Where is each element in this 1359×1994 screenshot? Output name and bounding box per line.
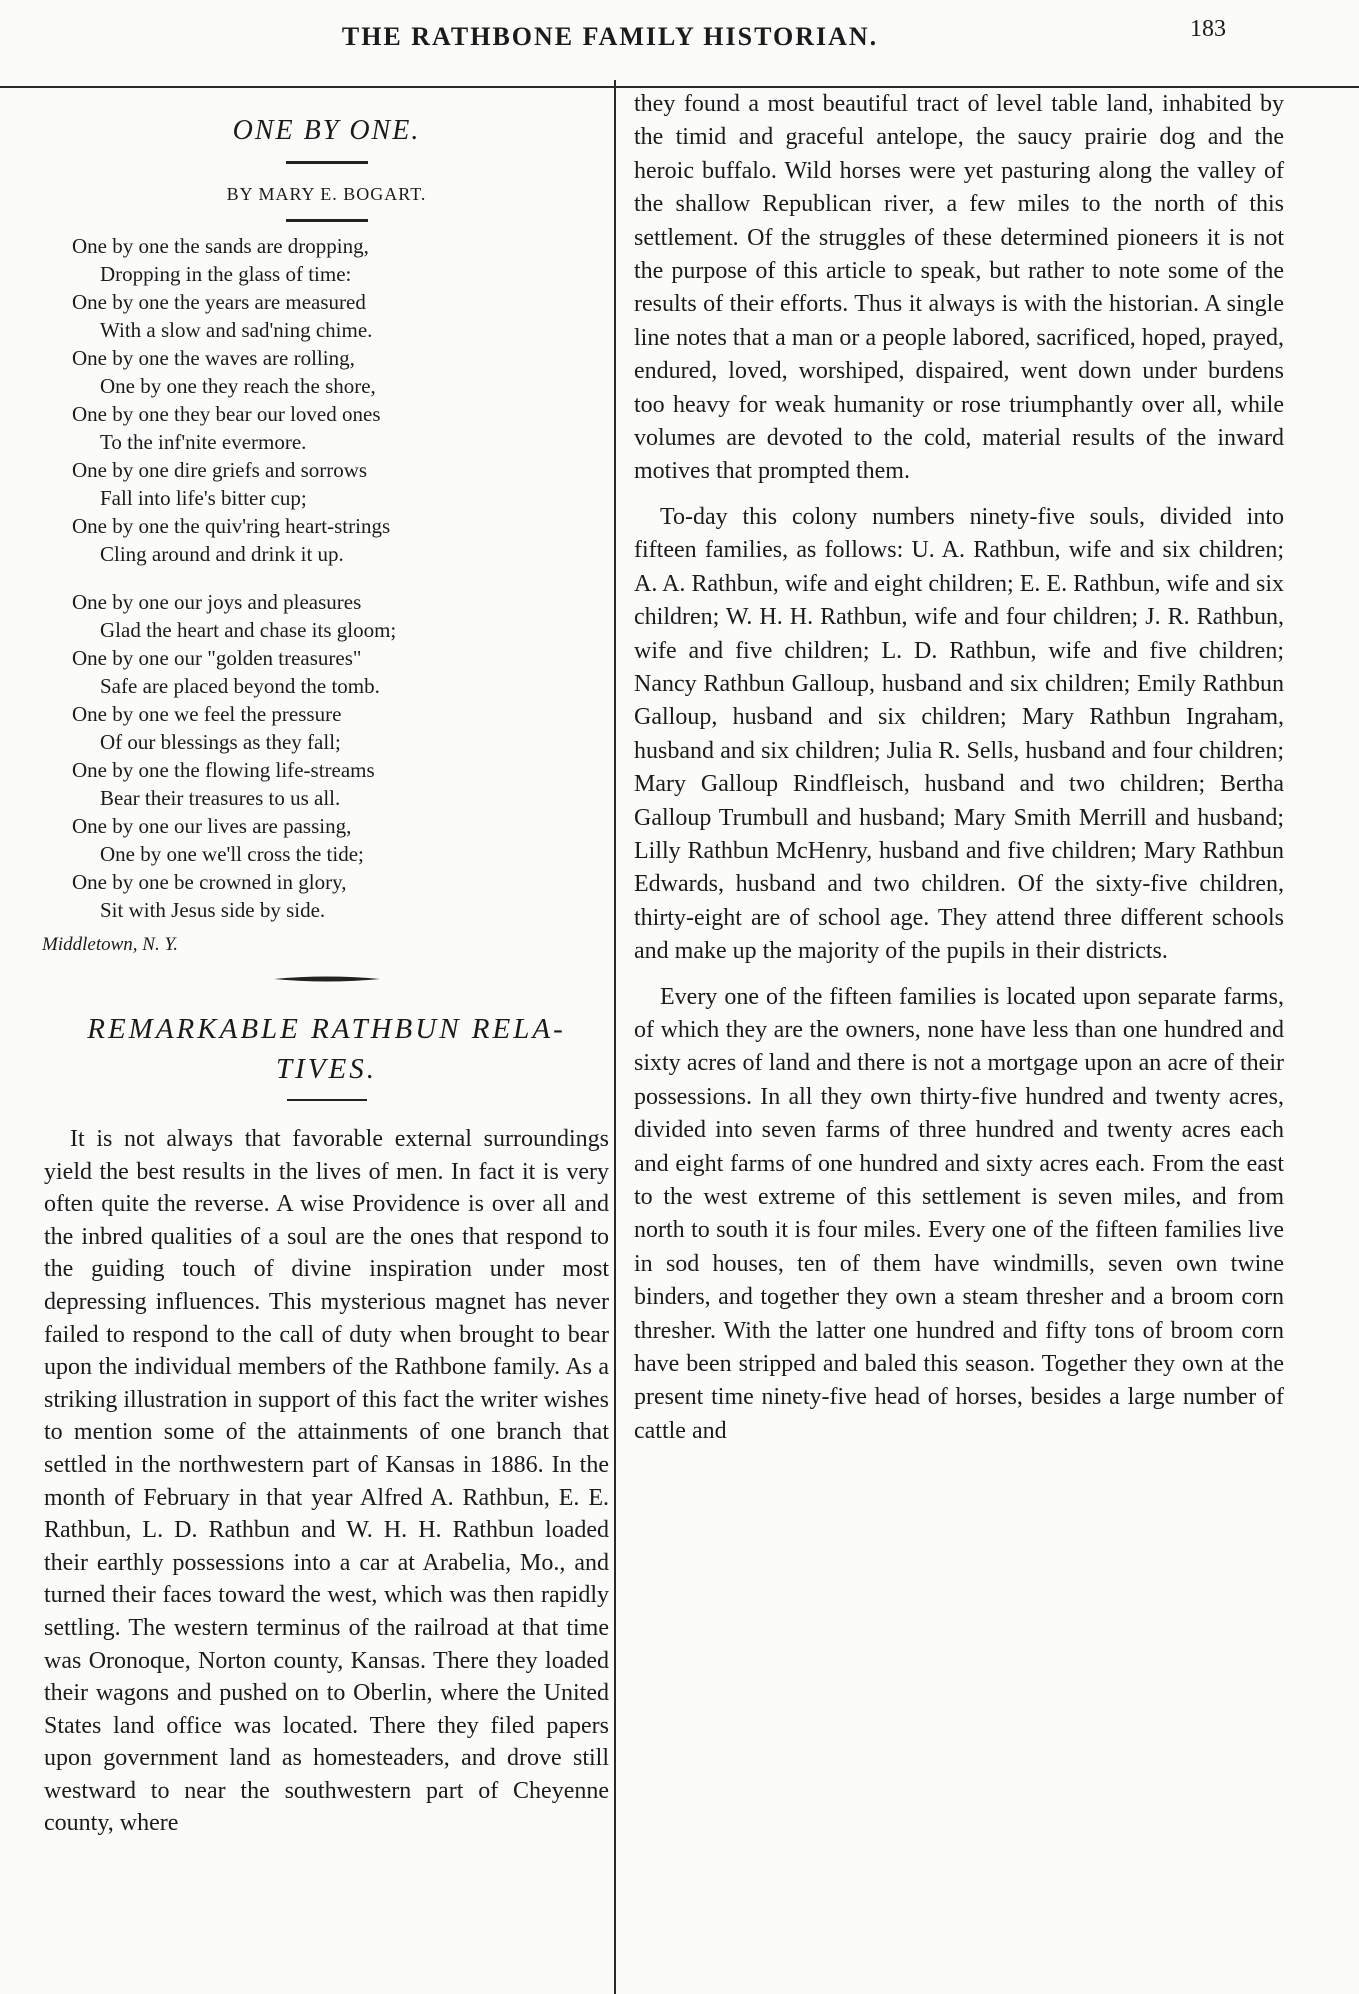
- byline-rule: [286, 219, 368, 222]
- poem-line: One by one the waves are rolling,: [72, 346, 355, 370]
- poem-line: One by one the years are measured: [72, 290, 366, 314]
- article-title-line-1: REMARKABLE RATHBUN RELA-: [87, 1013, 566, 1045]
- ornament-rule-icon: [272, 973, 382, 985]
- article-title: [44, 1009, 609, 1089]
- poem-line: One by one we feel the pressure: [72, 702, 342, 726]
- column-divider: [614, 80, 616, 1994]
- article-title-rule: [287, 1099, 367, 1101]
- poem-stanza-1: [72, 232, 609, 568]
- poem-line: Cling around and drink it up.: [100, 542, 344, 566]
- article-title-line-2: TIVES.: [276, 1053, 377, 1085]
- poem-line: Bear their treasures to us all.: [100, 786, 341, 810]
- poem-line: Dropping in the glass of time:: [100, 262, 352, 286]
- poem-line: One by one the quiv'ring heart-strings: [72, 514, 391, 538]
- ornament-divider: [44, 968, 609, 991]
- right-column: [634, 88, 1284, 1448]
- poem-line: Glad the heart and chase its gloom;: [100, 618, 397, 642]
- poem-byline: BY MARY E. BOGART.: [226, 184, 427, 204]
- poem-line: One by one our lives are passing,: [72, 814, 352, 838]
- poem-line: One by one be crowned in glory,: [72, 870, 347, 894]
- article-paragraph-2: they found a most beautiful tract of level table land, inhabited by the timid and graceful antelope, the saucy prairie dog and the heroic buffalo. Wild horses were yet pasturing along the valley of the shallow Republican river, a few miles to the north of this settlement. Of the struggles of these determined pioneers it is not the purpose of this article to speak, but rather to note some of the results of their efforts. Thus it always is with the historian. A single line notes that a man or a people labored, sacrificed, hoped, prayed, endured, loved, worshiped, dispaired, went down under burdens too heavy for weak humanity or rose triumphantly over all, while volumes are devoted to the cold, material results of the inward motives that prompted them.: [634, 91, 1284, 485]
- poem-line: One by one the sands are dropping,: [72, 234, 369, 258]
- article-paragraph-4: Every one of the fifteen families is located upon separate farms, of which they are the owners, none have less than one hundred and sixty acres of land and there is not a mortgage upon an acre of their possessions. In all they own thirty-five hundred and twenty acres, divided into seven farms of three hundred and twenty acres each and eight farms of one hundred and sixty acres each. From the east to the west extreme of this settlement is seven miles, and from north to south it is four miles. Every one of the fifteen families live in sod houses, ten of them have windmills, seven own twine binders, and together they own a steam thresher and a broom corn thresher. With the latter one hundred and fifty tons of broom corn have been stripped and baled this season. Together they own at the present time ninety-five head of horses, besides a large number of cattle and: [634, 983, 1284, 1444]
- article-paragraph-3: To-day this colony numbers ninety-five souls, divided into fifteen families, as follows: U. A. Rathbun, wife and six children; A. A. Rathbun, wife and eight children; E. E. Rathbun, wife and six children; W. H. H. Rathbun, wife and four children; J. R. Rathbun, wife and five children; L. D. Rathbun, wife and five children; Nancy Rathbun Galloup, husband and six children; Emily Rathbun Galloup, husband and six children; Mary Rathbun Ingraham, husband and six children; Julia R. Sells, husband and four children; Mary Galloup Rindfleisch, husband and two children; Bertha Galloup Trumbull and husband; Mary Smith Merrill and husband; Lilly Rathbun McHenry, husband and five children; Mary Rathbun Edwards, husband and two children. Of the sixty-five children, thirty-eight are of school age. They attend three different schools and make up the majority of the pupils in their districts.: [634, 503, 1284, 965]
- poem-line: With a slow and sad'ning chime.: [100, 318, 373, 342]
- poem-line: One by one our joys and pleasures: [72, 590, 362, 614]
- page-number: 183: [1190, 16, 1226, 42]
- poem-line: Of our blessings as they fall;: [100, 730, 341, 754]
- article-paragraph-1: It is not always that favorable external surroundings yield the best results in the lives of men. In fact it is very often quite the reverse. A wise Providence is over all and the inbred qualities of a soul are the ones that respond to the guiding touch of divine inspiration under most depressing influences. This mysterious magnet has never failed to respond to the call of duty when brought to bear upon the individual members of the Rathbone family. As a striking illustration in support of this fact the writer wishes to mention some of the attainments of one branch that settled in the northwestern part of Kansas in 1886. In the month of February in that year Alfred A. Rathbun, E. E. Rathbun, L. D. Rathbun and W. H. H. Rathbun loaded their earthly possessions into a car at Arabelia, Mo., and turned their faces toward the west, which was then rapidly settling. The western terminus of the railroad at that time was Oronoque, Norton county, Kansas. There they loaded their wagons and pushed on to Oberlin, where the United States land office was located. There they filed papers upon government land as homesteaders, and drove still westward to near the southwestern part of Cheyenne county, where: [44, 1126, 609, 1837]
- poem-line: Safe are placed beyond the tomb.: [100, 674, 380, 698]
- poem-line: One by one the flowing life-streams: [72, 758, 375, 782]
- poem-line: Sit with Jesus side by side.: [100, 898, 326, 922]
- poem-line: One by one dire griefs and sorrows: [72, 458, 368, 482]
- poem-title-rule: [286, 161, 368, 164]
- poem-stanza-2: [72, 588, 609, 924]
- poem-line: One by one our "golden treasures": [72, 646, 362, 670]
- poem-line: Fall into life's bitter cup;: [100, 486, 307, 510]
- poem-title: ONE BY ONE.: [232, 115, 421, 146]
- poem-line: One by one they reach the shore,: [100, 374, 376, 398]
- running-head: THE RATHBONE FAMILY HISTORIAN.: [341, 22, 879, 51]
- poem-line: One by one we'll cross the tide;: [100, 842, 364, 866]
- poem-place: Middletown, N. Y.: [42, 934, 179, 955]
- poem-line: One by one they bear our loved ones: [72, 402, 381, 426]
- left-column: [44, 95, 609, 1840]
- poem-line: To the inf'nite evermore.: [100, 430, 307, 454]
